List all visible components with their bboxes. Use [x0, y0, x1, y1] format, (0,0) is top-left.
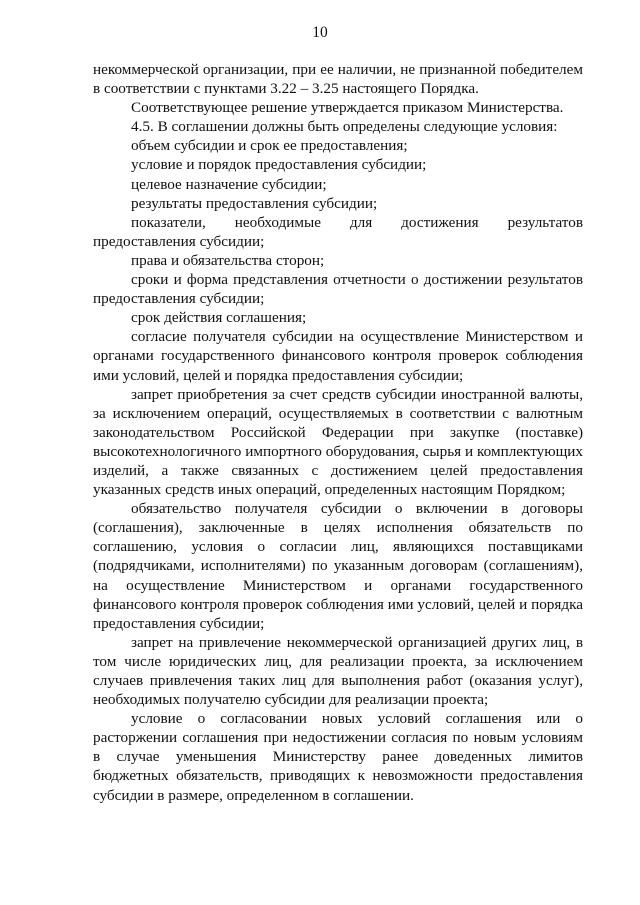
list-item-contract-obligation: обязательство получателя субсидии о включении в договоры (соглашения), заключенные в целях исполнения обязательств по соглашению, условия о согласии лиц, являющихся поставщиками (подрядчиками, исполнителями) по указанным договорам (соглашениям), на осуществление Министерством и органами государственного финансового контроля проверок соблюдения ими условий, целей и порядка предоставления субсидии; — [93, 500, 583, 632]
list-item-purpose: целевое назначение субсидии; — [131, 175, 327, 193]
list-item-new-conditions: условие о согласовании новых условий соглашения или о расторжении соглашения при недостижении согласия по новым условиям в случае уменьшения Министерству ранее доведенных лимитов бюджетных обязательств, приводящих к невозможности предоставления субсидии в размере, определенном в соглашении. — [93, 710, 583, 804]
list-item-indicators: показатели, необходимые для достижения результатов предоставления субсидии; — [93, 213, 583, 250]
paragraph-decision: Соответствующее решение утверждается приказом Министерства. — [131, 99, 564, 117]
list-item-consent-inspections: согласие получателя субсидии на осуществление Министерством и органами государственного финансового контроля проверок соблюдения ими условий, целей и порядка предоставления субсидии; — [93, 328, 583, 384]
list-item-rights-obligations: права и обязательства сторон; — [131, 251, 325, 269]
list-item-third-party-ban: запрет на привлечение некоммерческой организацией других лиц, в том числе юридических лиц, для реализации проекта, за исключением случаев привлечения таких лиц для выполнения работ (оказания услуг), необходимых получателю субсидии для реализации проекта; — [93, 633, 583, 709]
list-item-conditions-procedure: условие и порядок предоставления субсидии; — [131, 156, 427, 174]
paragraph-continuation: некоммерческой организации, при ее наличии, не признанной победителем в соответствии с пунктами 3.22 – 3.25 настоящего Порядка. — [93, 61, 583, 98]
list-item-currency-ban: запрет приобретения за счет средств субсидии иностранной валюты, за исключением операций, осуществляемых в соответствии с валютным законодательством Российской Федерации при закупке (поставке) высокотехнологичного импортного оборудования, сырья и комплектующих изделий, а также связанных с достижением целей предоставления указанных средств иных операций, определенных настоящим Порядком; — [93, 385, 583, 499]
list-item-amount-term: объем субсидии и срок ее предоставления; — [131, 137, 408, 155]
list-item-validity: срок действия соглашения; — [131, 309, 307, 327]
document-body — [93, 60, 583, 805]
paragraph-clause-4-5: 4.5. В соглашении должны быть определены следующие условия: — [131, 118, 558, 136]
page-number: 10 — [312, 24, 328, 41]
list-item-reporting: сроки и форма представления отчетности о достижении результатов предоставления субсидии; — [93, 271, 583, 308]
list-item-results: результаты предоставления субсидии; — [131, 194, 378, 212]
